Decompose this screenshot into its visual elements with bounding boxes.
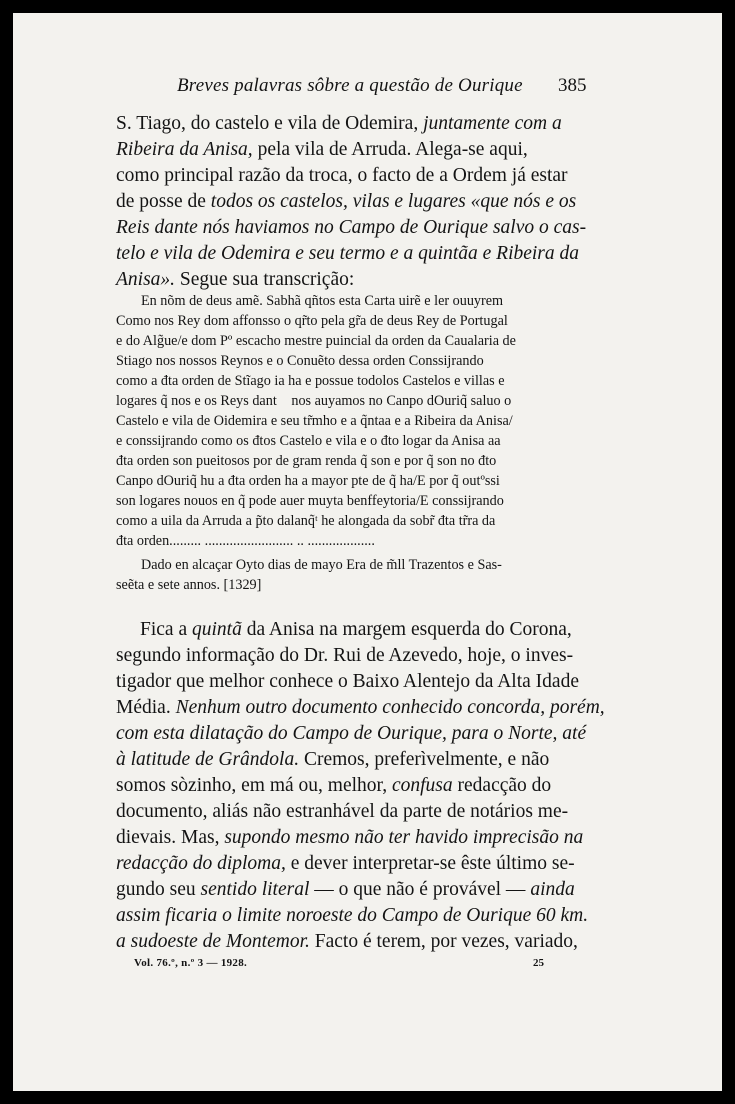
quote-line: e conssijrando como os đtos Castelo e vila e o đto logar da Anisa aa bbox=[116, 433, 501, 449]
p2-line-5: com esta dilatação do Campo de Ourique, para o Norte, até bbox=[116, 723, 587, 744]
p2-line-4: Média. Nenhum outro documento conhecido concorda, porém, bbox=[116, 697, 605, 718]
quote-line: Stiago nos nossos Reynos e o Conuẽto dessa orden Conssijrando bbox=[116, 353, 484, 369]
quote-line: e do Alg̃ue/e dom Pº escacho mestre puincial da orden da Caualaria de bbox=[116, 333, 516, 349]
p1-line-2: Ribeira da Anisa, pela vila de Arruda. Alega-se aqui, bbox=[116, 139, 528, 160]
p1-line-5: Reis dante nós haviamos no Campo de Ourique salvo o cas- bbox=[116, 217, 587, 238]
quote-line: Canpo dOuriq̃ hu a đta orden ha a mayor pte de q̃ ha/E por q̃ outºssi bbox=[116, 473, 500, 489]
p1-line-3: como principal razão da troca, o facto de a Ordem já estar bbox=[116, 165, 568, 186]
quote-dated-line: Dado en alcaçar Oyto dias de mayo Era de m̃ll Trazentos e Sas- bbox=[141, 557, 502, 573]
running-head bbox=[13, 75, 722, 101]
quote-line: đta orden son pueitosos por de gram renda q̃ son e por q̃ son no đto bbox=[116, 453, 497, 469]
quote-line: logares q̃ nos e os Reys dant᷑ nos auyamos no Canpo dOuriq̃ saluo o bbox=[116, 393, 512, 409]
book-page bbox=[13, 13, 722, 1091]
p1-line-6: telo e vila de Odemira e seu termo e a quintãa e Ribeira da bbox=[116, 243, 580, 264]
p2-line-2: segundo informação do Dr. Rui de Azevedo, hoje, o inves- bbox=[116, 645, 574, 666]
quote-line: đta orden......... ......................... .. ................... bbox=[116, 533, 375, 549]
p2-line-13: a sudoeste de Montemor. Facto é terem, por vezes, variado, bbox=[116, 931, 578, 952]
quote-line: Castelo e vila de Oidemira e seu tr̃mho e a q̃ntaa e a Ribeira da Anisa/ bbox=[116, 413, 513, 429]
p2-line-12: assim ficaria o limite noroeste do Campo de Ourique 60 km. bbox=[116, 905, 589, 926]
p2-line-8: documento, aliás não estranhável da parte de notários me- bbox=[116, 801, 569, 822]
quote-line: son logares nouos en q̃ pode auer muyta benffeytoria/E conssijrando bbox=[116, 493, 504, 509]
p2-line-6: à latitude de Grândola. Cremos, preferìvelmente, e não bbox=[116, 749, 550, 770]
p2-line-10: redacção do diploma, e dever interpretar-se êste último se- bbox=[116, 853, 575, 874]
quote-line: como a uila da Arruda a p̃to dalanq̃ᵗ he alongada da sobr̃ đta tr̃ra da bbox=[116, 513, 496, 529]
quote-line: como a đta orden de Stĩago ia ha e possue todolos Castelos e villas e bbox=[116, 373, 505, 389]
quote-line: En nõm de deus amẽ. Sabhã qñtos esta Carta uirẽ e ler ouuyrem bbox=[141, 293, 504, 309]
p1-line-1: S. Tiago, do castelo e vila de Odemira, juntamente com a bbox=[116, 113, 562, 134]
p1-line-7: Anisa». Segue sua transcrição: bbox=[116, 269, 355, 290]
p2-line-9: dievais. Mas, supondo mesmo não ter havido imprecisão na bbox=[116, 827, 584, 848]
page-footer bbox=[13, 957, 722, 977]
quote-dated-line: seẽta e sete annos. [1329] bbox=[116, 577, 262, 593]
running-title: Breves palavras sôbre a questão de Ourique bbox=[177, 75, 523, 96]
p2-line-7: somos sòzinho, em má ou, melhor, confusa redacção do bbox=[116, 775, 552, 796]
quote-line: Como nos Rey dom affonsso o qr̃to pela gr̃a de deus Rey de Portugal bbox=[116, 313, 508, 329]
p2-line-1: Fica a quintã da Anisa na margem esquerda do Corona, bbox=[140, 619, 572, 640]
page-number: 385 bbox=[558, 75, 587, 96]
signature-mark: 25 bbox=[533, 957, 544, 969]
p2-line-11: gundo seu sentido literal — o que não é provável — ainda bbox=[116, 879, 575, 900]
volume-line: Vol. 76.º, n.º 3 — 1928. bbox=[134, 957, 248, 969]
p2-line-3: tigador que melhor conhece o Baixo Alentejo da Alta Idade bbox=[116, 671, 579, 692]
p1-line-4: de posse de todos os castelos, vilas e lugares «que nós e os bbox=[116, 191, 577, 212]
